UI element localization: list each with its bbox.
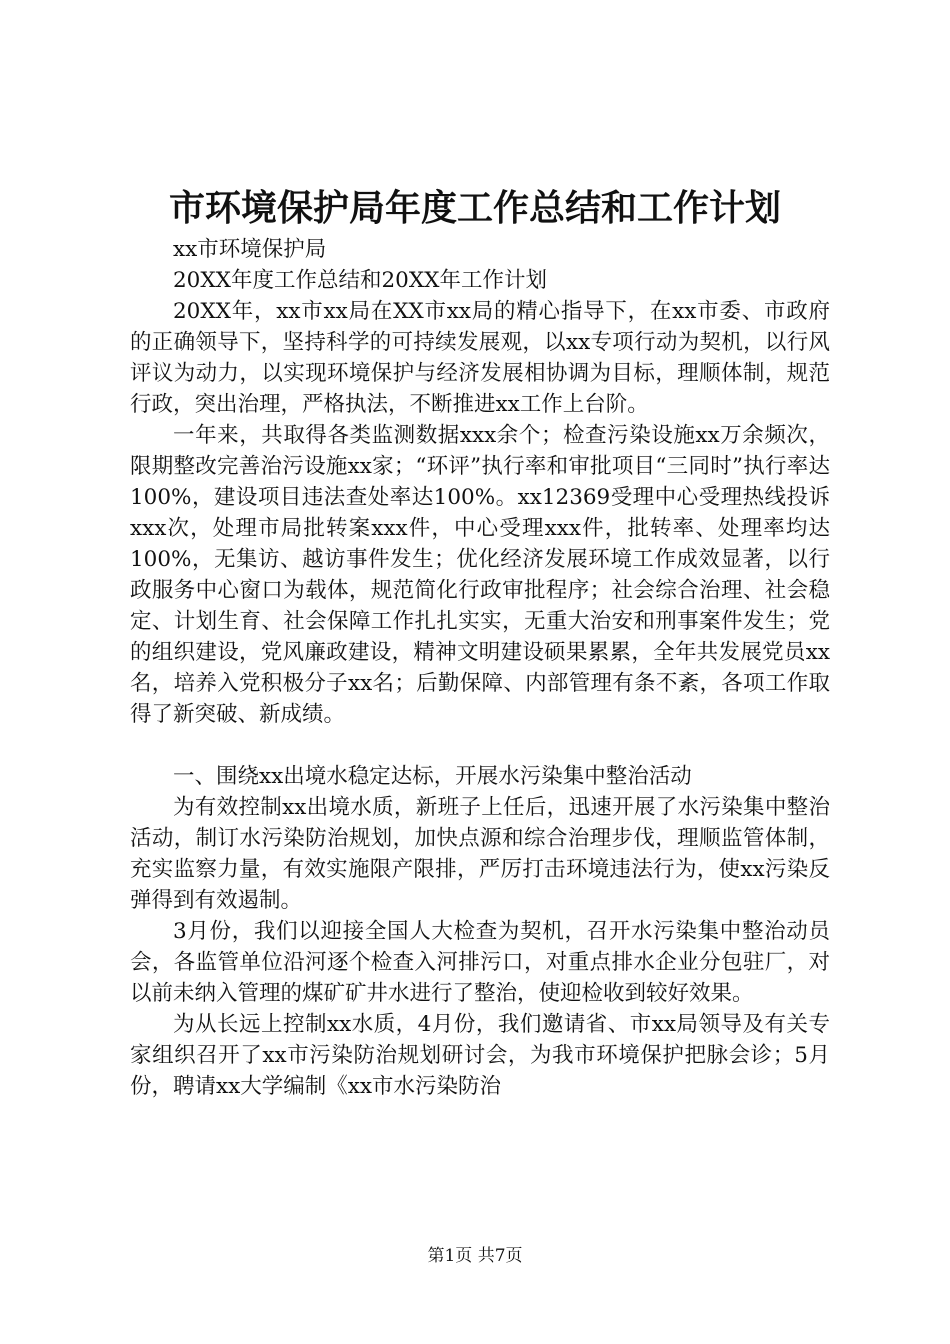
document-title: 市环境保护局年度工作总结和工作计划 <box>168 187 781 229</box>
section-1-paragraph-2: 3月份，我们以迎接全国人大检查为契机，召开水污染集中整治动员会，各监管单位沿河逐个检查入河排污口，对重点排水企业分包驻厂，对以前未纳入管理的煤矿矿井水进行了整治，使迎检收到较好效果。 <box>130 919 830 1006</box>
page-number-footer: 第1页 共7页 <box>427 1246 523 1266</box>
section-1-paragraph-1: 为有效控制xx出境水质，新班子上任后，迅速开展了水污染集中整治活动，制订水污染防治规划，加快点源和综合治理步伐，理顺监管体制，充实监察力量，有效实施限产限排，严厉打击环境违法行为，使xx污染反弹得到有效遏制。 <box>130 795 830 913</box>
section-1-paragraph-3: 为从长远上控制xx水质，4月份，我们邀请省、市xx局领导及有关专家组织召开了xx市污染防治规划研讨会，为我市环境保护把脉会诊；5月份，聘请xx大学编制《xx市水污染防治 <box>130 1012 830 1099</box>
subtitle-line: 20XX年度工作总结和20XX年工作计划 <box>173 268 547 293</box>
document-body <box>130 234 830 1102</box>
intro-paragraph: 20XX年，xx市xx局在XX市xx局的精心指导下，在xx市委、市政府的正确领导下，坚持科学的可持续发展观，以xx专项行动为契机，以行风评议为动力，以实现环境保护与经济发展相协调为目标，理顺体制，规范行政，突出治理，严格执法，不断推进xx工作上台阶。 <box>130 299 830 417</box>
issuer-line: xx市环境保护局 <box>173 237 327 262</box>
section-heading-1: 一、围绕xx出境水稳定达标，开展水污染集中整治活动 <box>173 764 692 789</box>
summary-paragraph: 一年来，共取得各类监测数据xxx余个；检查污染设施xx万余频次，限期整改完善治污设施xx家；“环评”执行率和审批项目“三同时”执行率达100%，建设项目违法查处率达100%。xx12369受理中心受理热线投诉xxx次，处理市局批转案xxx件，中心受理xxx件，批转率、处理率均达100%，无集访、越访事件发生；优化经济发展环境工作成效显著，以行政服务中心窗口为载体，规范简化行政审批程序；社会综合治理、社会稳定、计划生育、社会保障工作扎扎实实，无重大治安和刑事案件发生；党的组织建设，党风廉政建设，精神文明建设硕果累累，全年共发展党员xx名，培养入党积极分子xx名；后勤保障、内部管理有条不紊，各项工作取得了新突破、新成绩。 <box>130 423 830 727</box>
